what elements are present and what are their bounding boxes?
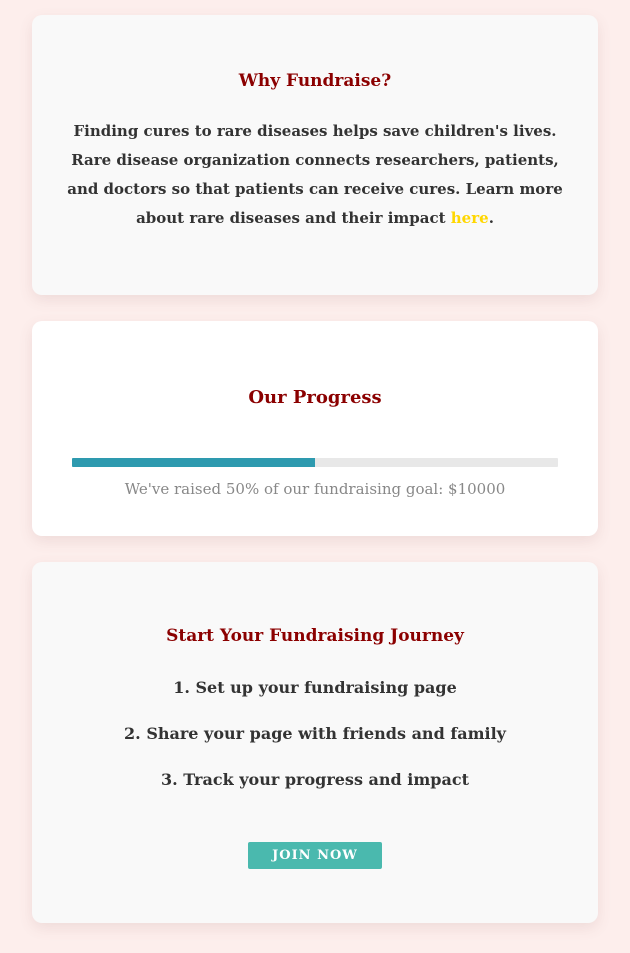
journey-step-3: 3. Track your progress and impact <box>161 770 469 789</box>
why-fundraise-title: Why Fundraise? <box>238 71 392 91</box>
progress-title: Our Progress <box>248 387 382 408</box>
journey-title: Start Your Fundraising Journey <box>166 626 464 646</box>
progress-caption: We've raised 50% of our fundraising goal: $10000 <box>124 480 506 498</box>
why-fundraise-card <box>32 15 598 295</box>
progress-card <box>32 321 598 536</box>
journey-step-2: 2. Share your page with friends and family <box>124 724 506 743</box>
journey-card <box>32 562 598 923</box>
progress-bar-fill <box>72 458 315 467</box>
why-text-after-link: . <box>488 209 494 227</box>
why-fundraise-text <box>65 117 565 233</box>
join-now-button[interactable]: JOIN NOW <box>248 842 382 869</box>
why-text-before-link: Finding cures to rare diseases helps save children's lives. Rare disease organization connects researchers, patients, and doctors so that patients can receive cures. Learn more about rare diseases and their impact <box>67 122 563 227</box>
learn-more-link[interactable]: here <box>450 209 489 227</box>
journey-step-1: 1. Set up your fundraising page <box>173 678 457 697</box>
progress-bar-track <box>72 458 558 467</box>
